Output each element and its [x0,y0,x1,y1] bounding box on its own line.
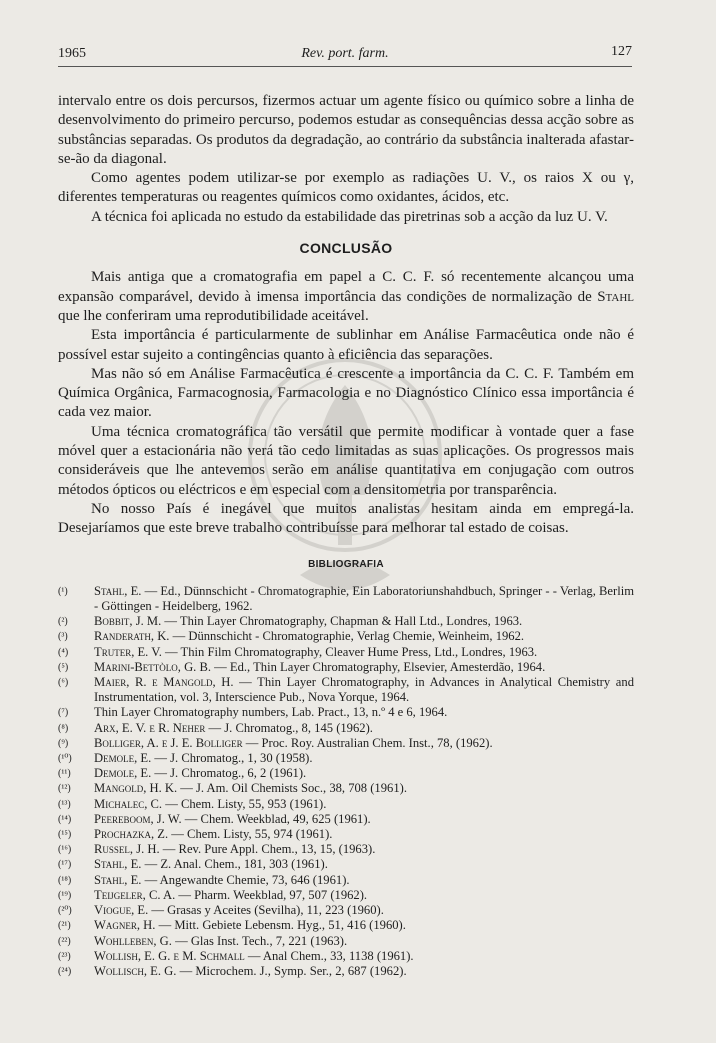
reference-author: Michalec, C. [94,796,163,811]
reference-text: — Chem. Weekblad, 49, 625 (1961). [181,811,371,826]
reference-author: Bobbit, J. M. [94,614,162,629]
reference-text: — J. Chromatog., 1, 30 (1958). [151,751,313,766]
reference-author: Peereboom, J. W. [94,811,182,826]
reference-item [58,645,634,660]
reference-number: (¹⁹) [58,889,72,901]
reference-number: (¹⁶) [58,844,72,856]
reference-number: (⁷) [58,707,69,719]
reference-author: Truter, E. V. [94,644,162,659]
reference-text: — Thin Film Chromatography, Cleaver Hume Press, Ltd., Londres, 1963. [161,644,538,659]
paragraph-conclusion-1 [58,268,634,326]
reference-text: Thin Layer Chromatography numbers, Lab. Pract., 13, n.º 4 e 6, 1964. [94,705,448,720]
reference-number: (²⁰) [58,905,72,917]
reference-item [58,797,634,812]
reference-item [58,918,634,933]
reference-number: (¹³) [58,798,71,810]
reference-text: — Anal Chem., 33, 1138 (1961). [244,948,414,963]
reference-number: (²) [58,616,68,628]
reference-item [58,888,634,903]
header-journal: Rev. port. farm. [301,46,389,61]
reference-item [58,857,634,872]
reference-number: (²²) [58,935,71,947]
paragraph-intro-1: intervalo entre os dois percursos, fizermos actuar um agente físico ou químico sobre a linha de desenvolvimento do primeiro percurso, podemos estudar as consequências dessa acção sobre as substâncias separadas. Os produtos da degradação, ao contrário da substância inalterada afastar-se-ão da diagonal. [58,93,634,167]
reference-author: Mangold, H. K. [94,781,178,796]
reference-author: Wollisch, E. G. [94,963,177,978]
reference-text: — Microchem. J., Symp. Ser., 2, 687 (1962). [176,963,407,978]
reference-item [58,766,634,781]
reference-number: (⁹) [58,737,69,749]
reference-number: (¹²) [58,783,71,795]
reference-item [58,934,634,949]
reference-text: — Ed., Dünnschicht - Chromatographie, Ein Laboratoriunshahdbuch, Springer - - Verlag, Berlim - Göttingen - Heidelberg, 1962. [94,583,634,614]
reference-text: — Pharm. Weekblad, 97, 507 (1962). [175,887,368,902]
reference-item [58,736,634,751]
reference-text: — Z. Anal. Chem., 181, 303 (1961). [141,857,328,872]
section-heading-conclusion: CONCLUSÃO [299,240,393,257]
reference-author: Wollish, E. G. e M. Schmall [94,948,245,963]
reference-item [58,781,634,796]
paragraph-conclusion-4: Uma técnica cromatográfica tão versátil que permite modificar à vontade quer a fase móvel quer a estacionária não verá tão cedo limitadas as suas aplicações. Os progressos mais consideráveis que lhe antevemos serão em análise quantitativa em conjugação com outros métodos ópticos ou eléctricos e em especial com a densitometria por transparência. [58,423,634,498]
reference-item [58,584,634,614]
reference-text: — Chem. Listy, 55, 953 (1961). [162,796,327,811]
reference-number: (³) [58,631,68,643]
reference-text: — Chem. Listy, 55, 974 (1961). [168,827,333,842]
reference-number: (²¹) [58,920,71,932]
reference-author: Viogue, E. [94,903,149,918]
reference-item [58,629,634,644]
reference-item [58,842,634,857]
reference-item [58,721,634,736]
reference-list [58,584,634,979]
reference-number: (²³) [58,950,71,962]
reference-text: — Angewandte Chemie, 73, 646 (1961). [141,872,350,887]
reference-text: — Rev. Pure Appl. Chem., 13, 15, (1963). [159,842,376,857]
reference-item [58,675,634,705]
reference-text: — Thin Layer Chromatography, Chapman & Hall Ltd., Londres, 1963. [161,614,523,629]
reference-author: Maier, R. e Mangold, H. [94,675,234,690]
reference-text: — Proc. Roy. Australian Chem. Inst., 78, (1962). [242,735,493,750]
reference-author: Demole, E. [94,766,152,781]
reference-author: Demole, E. [94,751,152,766]
reference-author: Bolliger, A. e J. E. Bolliger [94,735,243,750]
reference-author: Arx, E. V. e R. Neher [94,720,206,735]
paragraph-intro-2: Como agentes podem utilizar-se por exemplo as radiações U. V., os raios X ou γ, diferentes temperaturas ou reagentes químicos como oxidantes, ácidos, etc. [58,170,634,206]
reference-number: (¹⁸) [58,874,72,886]
reference-number: (⁵) [58,661,69,673]
paragraph-intro-3: A técnica foi aplicada no estudo da estabilidade das piretrinas sob a acção da luz U. V. [91,208,608,225]
reference-item [58,751,634,766]
reference-text: — Grasas y Aceites (Sevilha), 11, 223 (1960). [148,903,384,918]
reference-item [58,903,634,918]
article-body [58,92,634,979]
reference-item [58,873,634,888]
reference-text: — J. Chromatog., 6, 2 (1961). [151,766,307,781]
reference-author: Marini-Bettòlo, G. B. [94,659,212,674]
reference-item [58,827,634,842]
reference-number: (⁸) [58,722,69,734]
reference-number: (¹⁴) [58,813,72,825]
paragraph-conclusion-3: Mas não só em Análise Farmacêutica é crescente a importância da C. C. F. Também em Química Orgânica, Farmacognosia, Farmacologia e no Diagnóstico Clínico essa importância é cada vez maior. [58,365,634,421]
paragraph-conclusion-5: No nosso País é inegável que muitos analistas hesitam ainda em empregá-la. Desejaríamos que este breve trabalho contribuísse para melhorar tal estado de coisas. [58,500,634,537]
reference-item [58,705,634,720]
header-year: 1965 [58,46,86,61]
text-run: Mais antiga que a cromatografia em papel a C. C. F. só recentemente alcançou uma expansão comparável, devido à imensa importância das condições de normalização de [58,269,634,305]
reference-text: — Ed., Thin Layer Chromatography, Elsevier, Amesterdão, 1964. [211,659,546,674]
reference-author: Wohlleben, G. [94,933,172,948]
reference-text: — Thin Layer Chromatography, in Advances in Analytical Chemistry and Instrumentation, vol. 3, Interscience Pub., Nova Yorque, 1964. [94,675,634,705]
reference-text: — Glas Inst. Tech., 7, 221 (1963). [171,933,348,948]
text-run: que lhe conferiram uma reprodutibilidade aceitável. [58,307,369,324]
reference-text: — Dünnschicht - Chromatographie, Verlag Chemie, Weinheim, 1962. [169,629,525,644]
reference-number: (⁶) [58,677,69,689]
reference-text: — J. Am. Oil Chemists Soc., 38, 708 (1961). [177,781,407,796]
paragraph-conclusion-2: Esta importância é particularmente de sublinhar em Análise Farmacêutica onde não é possível estar sujeito a contingências quanto à eficiência das separações. [58,327,634,363]
section-heading-bibliography: BIBLIOGRAFIA [308,558,384,570]
reference-text: — J. Chromatog., 8, 145 (1962). [205,720,373,735]
reference-item [58,964,634,979]
reference-number: (¹¹) [58,768,71,780]
reference-number: (²⁴) [58,965,72,977]
reference-author: Russel, J. H. [94,842,160,857]
author-name: Stahl [597,288,634,305]
reference-author: Stahl, E. [94,857,142,872]
reference-author: Stahl, E. [94,872,142,887]
reference-item [58,949,634,964]
reference-item [58,812,634,827]
reference-text: — Mitt. Gebiete Lebensm. Hyg., 51, 416 (1960). [155,918,406,933]
reference-author: Randerath, K. [94,629,170,644]
reference-number: (⁴) [58,646,69,658]
reference-author: Teijgeler, C. A. [94,887,176,902]
reference-author: Wagner, H. [94,918,156,933]
reference-author: Stahl, E. [94,583,142,598]
running-header [58,42,632,67]
reference-author: Prochazka, Z. [94,827,169,842]
reference-number: (¹) [58,585,68,597]
reference-number: (¹⁷) [58,859,72,871]
reference-item [58,660,634,675]
reference-item [58,614,634,629]
page-number: 127 [611,44,632,59]
reference-number: (¹⁵) [58,829,72,841]
reference-number: (¹⁰) [58,753,72,765]
